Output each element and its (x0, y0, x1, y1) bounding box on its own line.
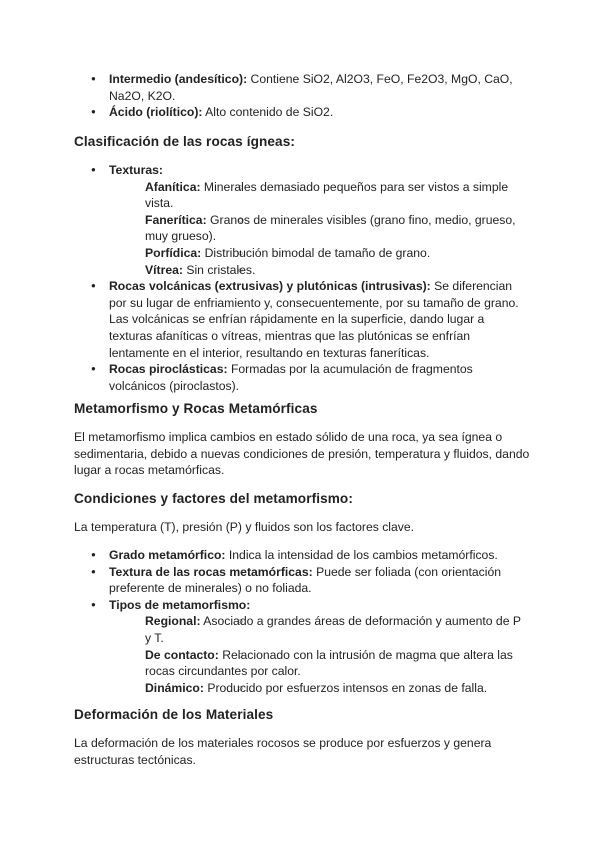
item-text: Sin cristales. (186, 262, 256, 277)
section-heading: Condiciones y factores del metamorfismo: (74, 491, 353, 506)
item-label: Vítrea: (145, 262, 183, 277)
sub-list-item (109, 212, 600, 245)
item-label: Rocas piroclásticas: (109, 362, 228, 377)
sub-list-item (109, 647, 600, 680)
item-text: Alto contenido de SiO2. (205, 105, 334, 120)
item-text: Relacionado con la intrusión de magma que altera las rocas circundantes por calor. (145, 647, 513, 679)
section-heading: Deformación de los Materiales (74, 707, 274, 722)
sub-list-item (109, 613, 600, 646)
sub-list-item (109, 680, 600, 697)
item-label: Tipos de metamorfismo: (109, 597, 251, 612)
list-item (0, 278, 600, 361)
sub-list-item (109, 262, 600, 279)
item-label: Regional: (145, 614, 201, 629)
item-label: Texturas: (109, 163, 163, 177)
list-item (0, 361, 600, 394)
item-text: Puede ser foliada (con orientación preferente de minerales) o no foliada. (109, 564, 502, 596)
list-item (0, 564, 600, 597)
list-item (0, 547, 600, 564)
list-item (0, 71, 600, 104)
sub-list-item (109, 179, 600, 212)
sub-list-item (109, 245, 600, 262)
texturas-sublist (109, 179, 600, 279)
item-text: Contiene SiO2, Al2O3, FeO, Fe2O3, MgO, CaO, Na2O, K2O. (109, 72, 513, 103)
item-text: Se diferencian por su lugar de enfriamiento y, consecuentemente, por su tamaño de grano. Las volcánicas se enfrían rápidamente en la superficie, dando lugar a texturas afaníticas o vítreas, mientras que las plutónicas se enfrían lentamente en el interior, resultando en texturas faneríticas. (109, 279, 519, 360)
paragraph: La deformación de los materiales rocosos se produce por esfuerzos y genera estructuras tectónicas. (74, 736, 492, 767)
section-heading: Metamorfismo y Rocas Metamórficas (74, 401, 318, 416)
item-text: Indica la intensidad de los cambios metamórficos. (228, 548, 498, 562)
item-label: Textura de las rocas metamórficas: (109, 564, 313, 579)
list-item (0, 162, 600, 278)
item-text: Distribución bimodal de tamaño de grano. (204, 245, 431, 260)
item-label: De contacto: (145, 647, 219, 662)
list-item (0, 597, 600, 697)
conditions-list (0, 547, 600, 696)
item-text: Granos de minerales visibles (grano fino, medio, grueso, muy grueso). (145, 212, 516, 244)
item-label: Grado metamórfico: (109, 548, 226, 562)
item-label: Rocas volcánicas (extrusivas) y plutónicas (intrusivas): (109, 279, 431, 294)
item-text: Minerales demasiado pequeños para ser vistos a simple vista. (145, 179, 509, 211)
item-label: Afanítica: (145, 179, 201, 194)
paragraph: El metamorfismo implica cambios en estado sólido de una roca, ya sea ígnea o sedimentaria, debido a nuevas condiciones de presión, temperatura y fluidos, dando lugar a rocas metamórficas. (74, 430, 530, 478)
list-item (0, 104, 600, 121)
item-text: Producido por esfuerzos intensos en zonas de falla. (207, 680, 488, 695)
tipos-sublist (109, 613, 600, 696)
item-text: Formadas por la acumulación de fragmentos volcánicos (piroclastos). (109, 362, 473, 393)
section-heading: Clasificación de las rocas ígneas: (74, 134, 295, 149)
item-label: Fanerítica: (145, 212, 207, 227)
item-text: Asociado a grandes áreas de deformación y aumento de P y T. (145, 614, 521, 645)
paragraph: La temperatura (T), presión (P) y fluidos son los factores clave. (74, 520, 415, 534)
rock-composition-list (0, 71, 600, 121)
classification-list (0, 162, 600, 394)
item-label: Dinámico: (145, 680, 204, 695)
item-label: Ácido (riolítico): (109, 105, 203, 120)
item-label: Intermedio (andesítico): (109, 72, 248, 86)
item-label: Porfídica: (145, 245, 202, 260)
